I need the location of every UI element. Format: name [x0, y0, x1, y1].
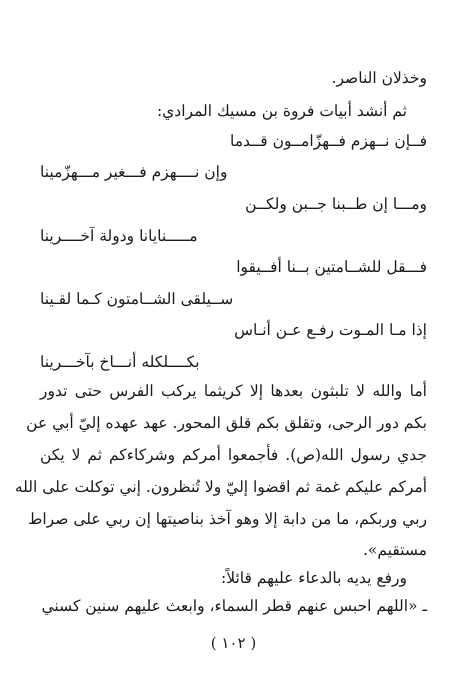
- paragraph-line-2: بكم دور الرحى، وتقلق بكم قلق المحور. عهد عهده إليّ أبي عن: [26, 414, 427, 432]
- prayer-intro-line: ورفع يديه بالدعاء عليهم قائلاً:: [221, 569, 407, 587]
- verse-1-second-hemistich: وإن نــــهزم فـــغير مـــهزّمينا: [40, 163, 228, 181]
- verse-4-first-hemistich: إذا مـا المـوت رفـع عـن أنـاس: [234, 321, 427, 339]
- paragraph-line-6: مستقيم».: [362, 541, 427, 559]
- verse-2-first-hemistich: ومـــا إن طــبنا جــبن ولكــن: [245, 195, 427, 213]
- paragraph-line-3: جدي رسول الله(ص). فأجمعوا أمركم وشركاءكم ثم لا يكن: [40, 446, 427, 464]
- paragraph-line-1: أما والله لا تلبثون بعدها إلا كريثما يركب الفرس حتى تدور: [40, 382, 427, 400]
- poem-intro-line: ثم أنشد أبيات فروة بن مسيك المرادي:: [156, 102, 407, 120]
- verse-1-first-hemistich: فــإن نــهزم فــهزّامــون قــدما: [230, 132, 427, 150]
- verse-3-second-hemistich: ســيلقى الشــامتون كـما لقـينا: [40, 290, 234, 308]
- verse-4-second-hemistich: بكــــلكله أنـــاخ بآخـــرينا: [40, 353, 200, 371]
- verse-3-first-hemistich: فـــقل للشــامتين بــنا أفــيقوا: [236, 258, 427, 276]
- page-number: ( ١٠٢ ): [210, 634, 257, 652]
- paragraph-line-5: ربي وربكم، ما من دابة إلا وهو آخذ بناصيتها إن ربي على صراط: [28, 510, 427, 528]
- verse-2-second-hemistich: مـــــنايانا ودولة آخــــرينا: [40, 227, 198, 245]
- paragraph-line-4: أمركم عليكم غمة ثم اقضوا إليّ ولا تُنظرون. إني توكلت على الله: [14, 478, 427, 496]
- text-line-1: وخذلان الناصر.: [331, 69, 427, 87]
- prayer-line: ـ «اللهم احبس عنهم قطر السماء، وابعث عليهم سنين كسني: [41, 597, 427, 615]
